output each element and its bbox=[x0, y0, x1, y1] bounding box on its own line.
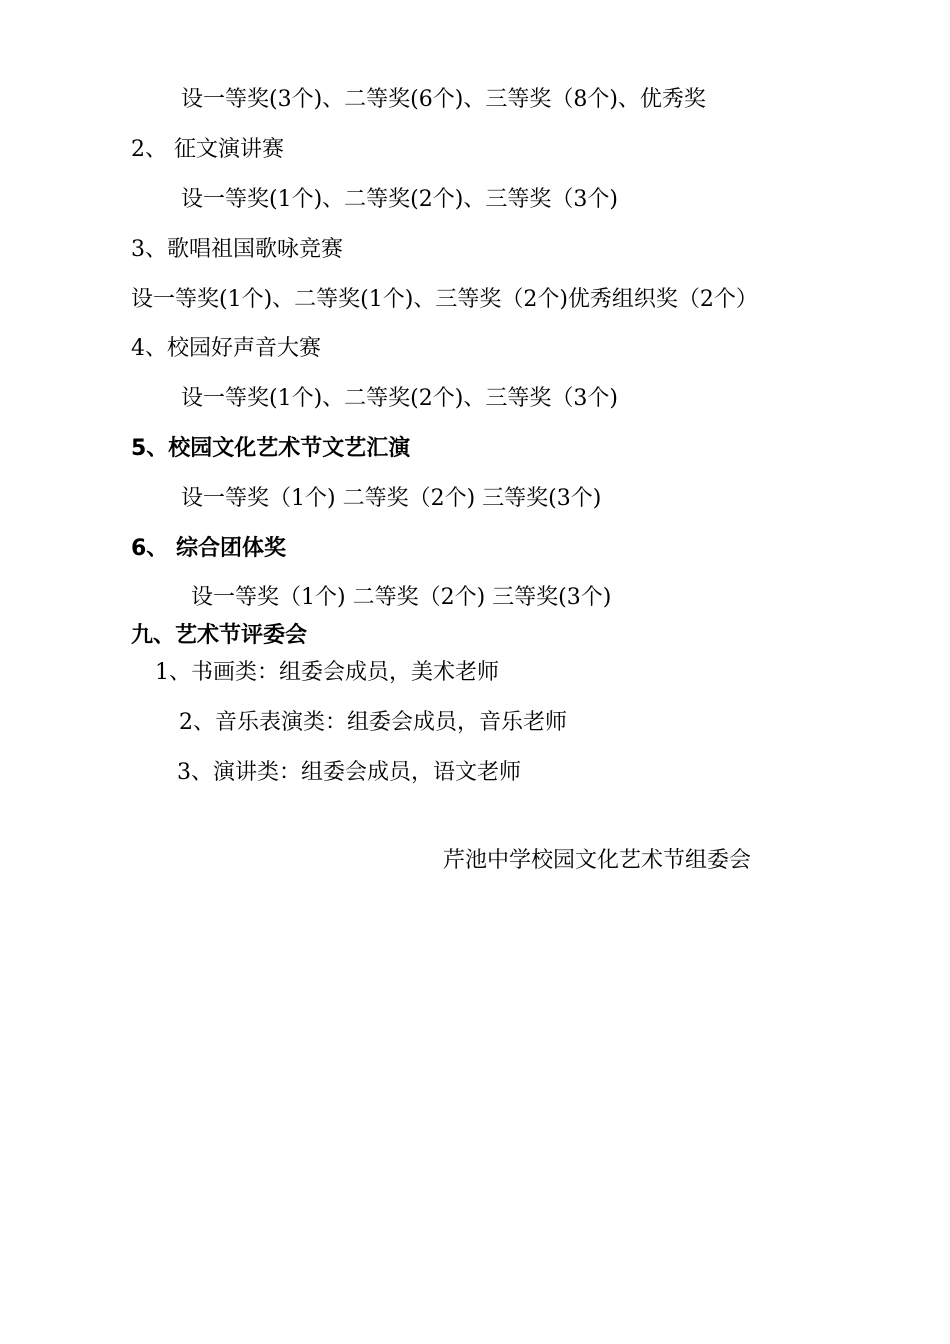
committee-heading: 九、艺术节评委会 bbox=[131, 623, 308, 648]
committee-item-1: 1、书画类：组委会成员，美术老师 bbox=[155, 660, 499, 685]
item3-heading: 3、歌唱祖国歌咏竞赛 bbox=[131, 237, 343, 262]
item4-heading: 4、校园好声音大赛 bbox=[131, 336, 321, 361]
item6-heading: 6、 综合团体奖 bbox=[131, 536, 286, 561]
committee-item-3: 3、演讲类：组委会成员，语文老师 bbox=[177, 760, 521, 785]
item2-awards: 设一等奖(1个)、二等奖(2个)、三等奖（3个) bbox=[181, 187, 618, 212]
item1-awards: 设一等奖(3个)、二等奖(6个)、三等奖（8个)、优秀奖 bbox=[181, 87, 706, 112]
item6-awards: 设一等奖（1个) 二等奖（2个) 三等奖(3个) bbox=[191, 585, 612, 610]
item2-heading: 2、 征文演讲赛 bbox=[131, 137, 284, 162]
item5-heading: 5、校园文化艺术节文艺汇演 bbox=[131, 436, 411, 461]
committee-item-2: 2、音乐表演类：组委会成员，音乐老师 bbox=[179, 710, 567, 735]
item3-awards: 设一等奖(1个)、二等奖(1个)、三等奖（2个)优秀组织奖（2个） bbox=[131, 287, 758, 312]
signature: 芹池中学校园文化艺术节组委会 bbox=[443, 848, 752, 873]
item4-awards: 设一等奖(1个)、二等奖(2个)、三等奖（3个) bbox=[181, 386, 618, 411]
item5-awards: 设一等奖（1个) 二等奖（2个) 三等奖(3个) bbox=[181, 486, 602, 511]
